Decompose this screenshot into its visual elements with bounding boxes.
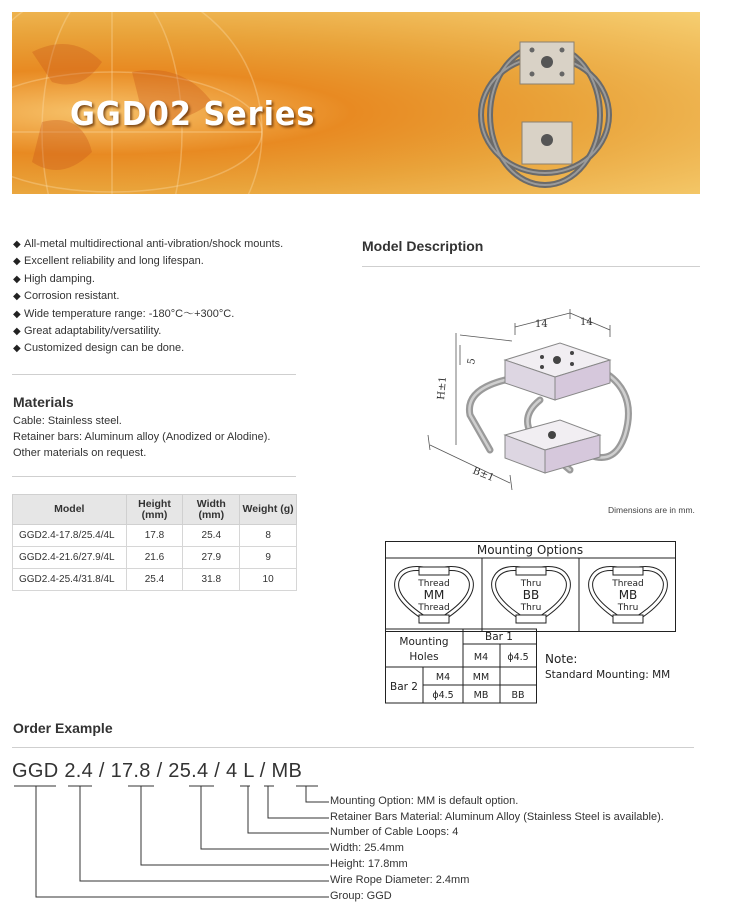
diamond-bullet-icon: ◆ [13, 343, 21, 355]
series-title: GGD02 Series [70, 94, 316, 133]
svg-text:ϕ4.5: ϕ4.5 [432, 690, 454, 701]
mounting-option-bb [494, 567, 569, 623]
mounting-options-title: Mounting Options [476, 543, 584, 557]
order-item-retainer-material: Retainer Bars Material: Aluminum Alloy (Stainless Steel is available). [330, 811, 664, 823]
table-row: GGD2.4-21.6/27.9/4L 21.6 27.9 9 [13, 547, 297, 569]
order-item-width: Width: 25.4mm [330, 842, 404, 854]
svg-text:Thread: Thread [418, 579, 450, 589]
svg-text:Thru: Thru [520, 579, 542, 589]
svg-text:Thread: Thread [418, 603, 450, 613]
materials-text: Cable: Stainless steel. Retainer bars: Aluminum alloy (Anodized or Alodine). Other materials on request. [13, 415, 271, 459]
mounting-option-mb [591, 567, 666, 623]
spec-table [12, 494, 297, 591]
dimensions-note: Dimensions are in mm. [608, 505, 695, 515]
diamond-bullet-icon: ◆ [13, 273, 21, 285]
svg-text:MM: MM [423, 588, 445, 602]
dim-14-left: 14 [535, 319, 548, 330]
product-photo [470, 40, 620, 190]
divider [362, 266, 700, 267]
col-model: Model [13, 495, 127, 525]
svg-text:BB: BB [522, 588, 540, 602]
feature-list [13, 236, 283, 358]
divider [12, 374, 296, 375]
diamond-bullet-icon: ◆ [13, 308, 21, 320]
order-leader-lines [0, 780, 330, 910]
svg-text:MB: MB [473, 690, 489, 701]
diamond-bullet-icon: ◆ [13, 256, 21, 268]
dim-h: H±1 [436, 375, 450, 401]
diamond-bullet-icon: ◆ [13, 291, 21, 303]
col-width: Width (mm) [183, 495, 240, 525]
header-banner [12, 12, 700, 194]
svg-text:M4: M4 [473, 652, 489, 663]
svg-text:M4: M4 [435, 672, 451, 683]
model-description-heading: Model Description [362, 238, 484, 254]
svg-text:Holes: Holes [409, 651, 439, 663]
feature-item: ◆ Corrosion resistant. [13, 288, 283, 305]
feature-item: ◆ Great adaptability/versatility. [13, 323, 283, 340]
dim-5: 5 [466, 357, 479, 366]
order-item-wire-diameter: Wire Rope Diameter: 2.4mm [330, 874, 470, 886]
divider [12, 747, 694, 748]
table-row: GGD2.4-25.4/31.8/4L 25.4 31.8 10 [13, 569, 297, 591]
divider [12, 476, 296, 477]
feature-item: ◆ Customized design can be done. [13, 340, 283, 357]
svg-text:Bar 2: Bar 2 [390, 681, 418, 693]
dimension-drawing [420, 305, 650, 495]
svg-text:BB: BB [511, 690, 525, 701]
order-item-cable-loops: Number of Cable Loops: 4 [330, 826, 459, 838]
svg-text:Thread: Thread [612, 579, 644, 589]
svg-text:ϕ4.5: ϕ4.5 [507, 652, 529, 663]
col-weight: Weight (g) [240, 495, 297, 525]
materials-heading: Materials [13, 394, 74, 410]
order-code: GGD 2.4 / 17.8 / 25.4 / 4 L / MB [12, 760, 303, 782]
dim-14-right: 14 [580, 317, 593, 328]
dim-b: B±1 [470, 465, 496, 485]
mounting-note-label: Note: [545, 652, 578, 666]
order-item-group: Group: GGD [330, 890, 392, 902]
svg-text:Bar 1: Bar 1 [485, 631, 513, 643]
feature-item: ◆ High damping. [13, 271, 283, 288]
table-header-row [13, 495, 297, 525]
mounting-options-diagram [385, 541, 677, 705]
svg-text:MM: MM [472, 672, 490, 683]
col-height: Height (mm) [126, 495, 183, 525]
order-item-mounting-option: Mounting Option: MM is default option. [330, 795, 519, 807]
table-row: GGD2.4-17.8/25.4/4L 17.8 25.4 8 [13, 525, 297, 547]
feature-item: ◆ Wide temperature range: -180°C～+300°C. [13, 306, 283, 323]
svg-text:Thru: Thru [520, 603, 542, 613]
feature-item: ◆ All-metal multidirectional anti-vibration/shock mounts. [13, 236, 283, 253]
feature-item: ◆ Excellent reliability and long lifespan. [13, 253, 283, 270]
svg-text:Mounting: Mounting [399, 636, 449, 648]
order-example-heading: Order Example [13, 720, 113, 736]
svg-text:MB: MB [618, 588, 638, 602]
mounting-note-text: Standard Mounting: MM [545, 669, 671, 681]
mounting-option-mm [397, 567, 472, 623]
svg-text:Thru: Thru [617, 603, 639, 613]
diamond-bullet-icon: ◆ [13, 326, 21, 338]
order-item-height: Height: 17.8mm [330, 858, 408, 870]
diamond-bullet-icon: ◆ [13, 239, 21, 250]
